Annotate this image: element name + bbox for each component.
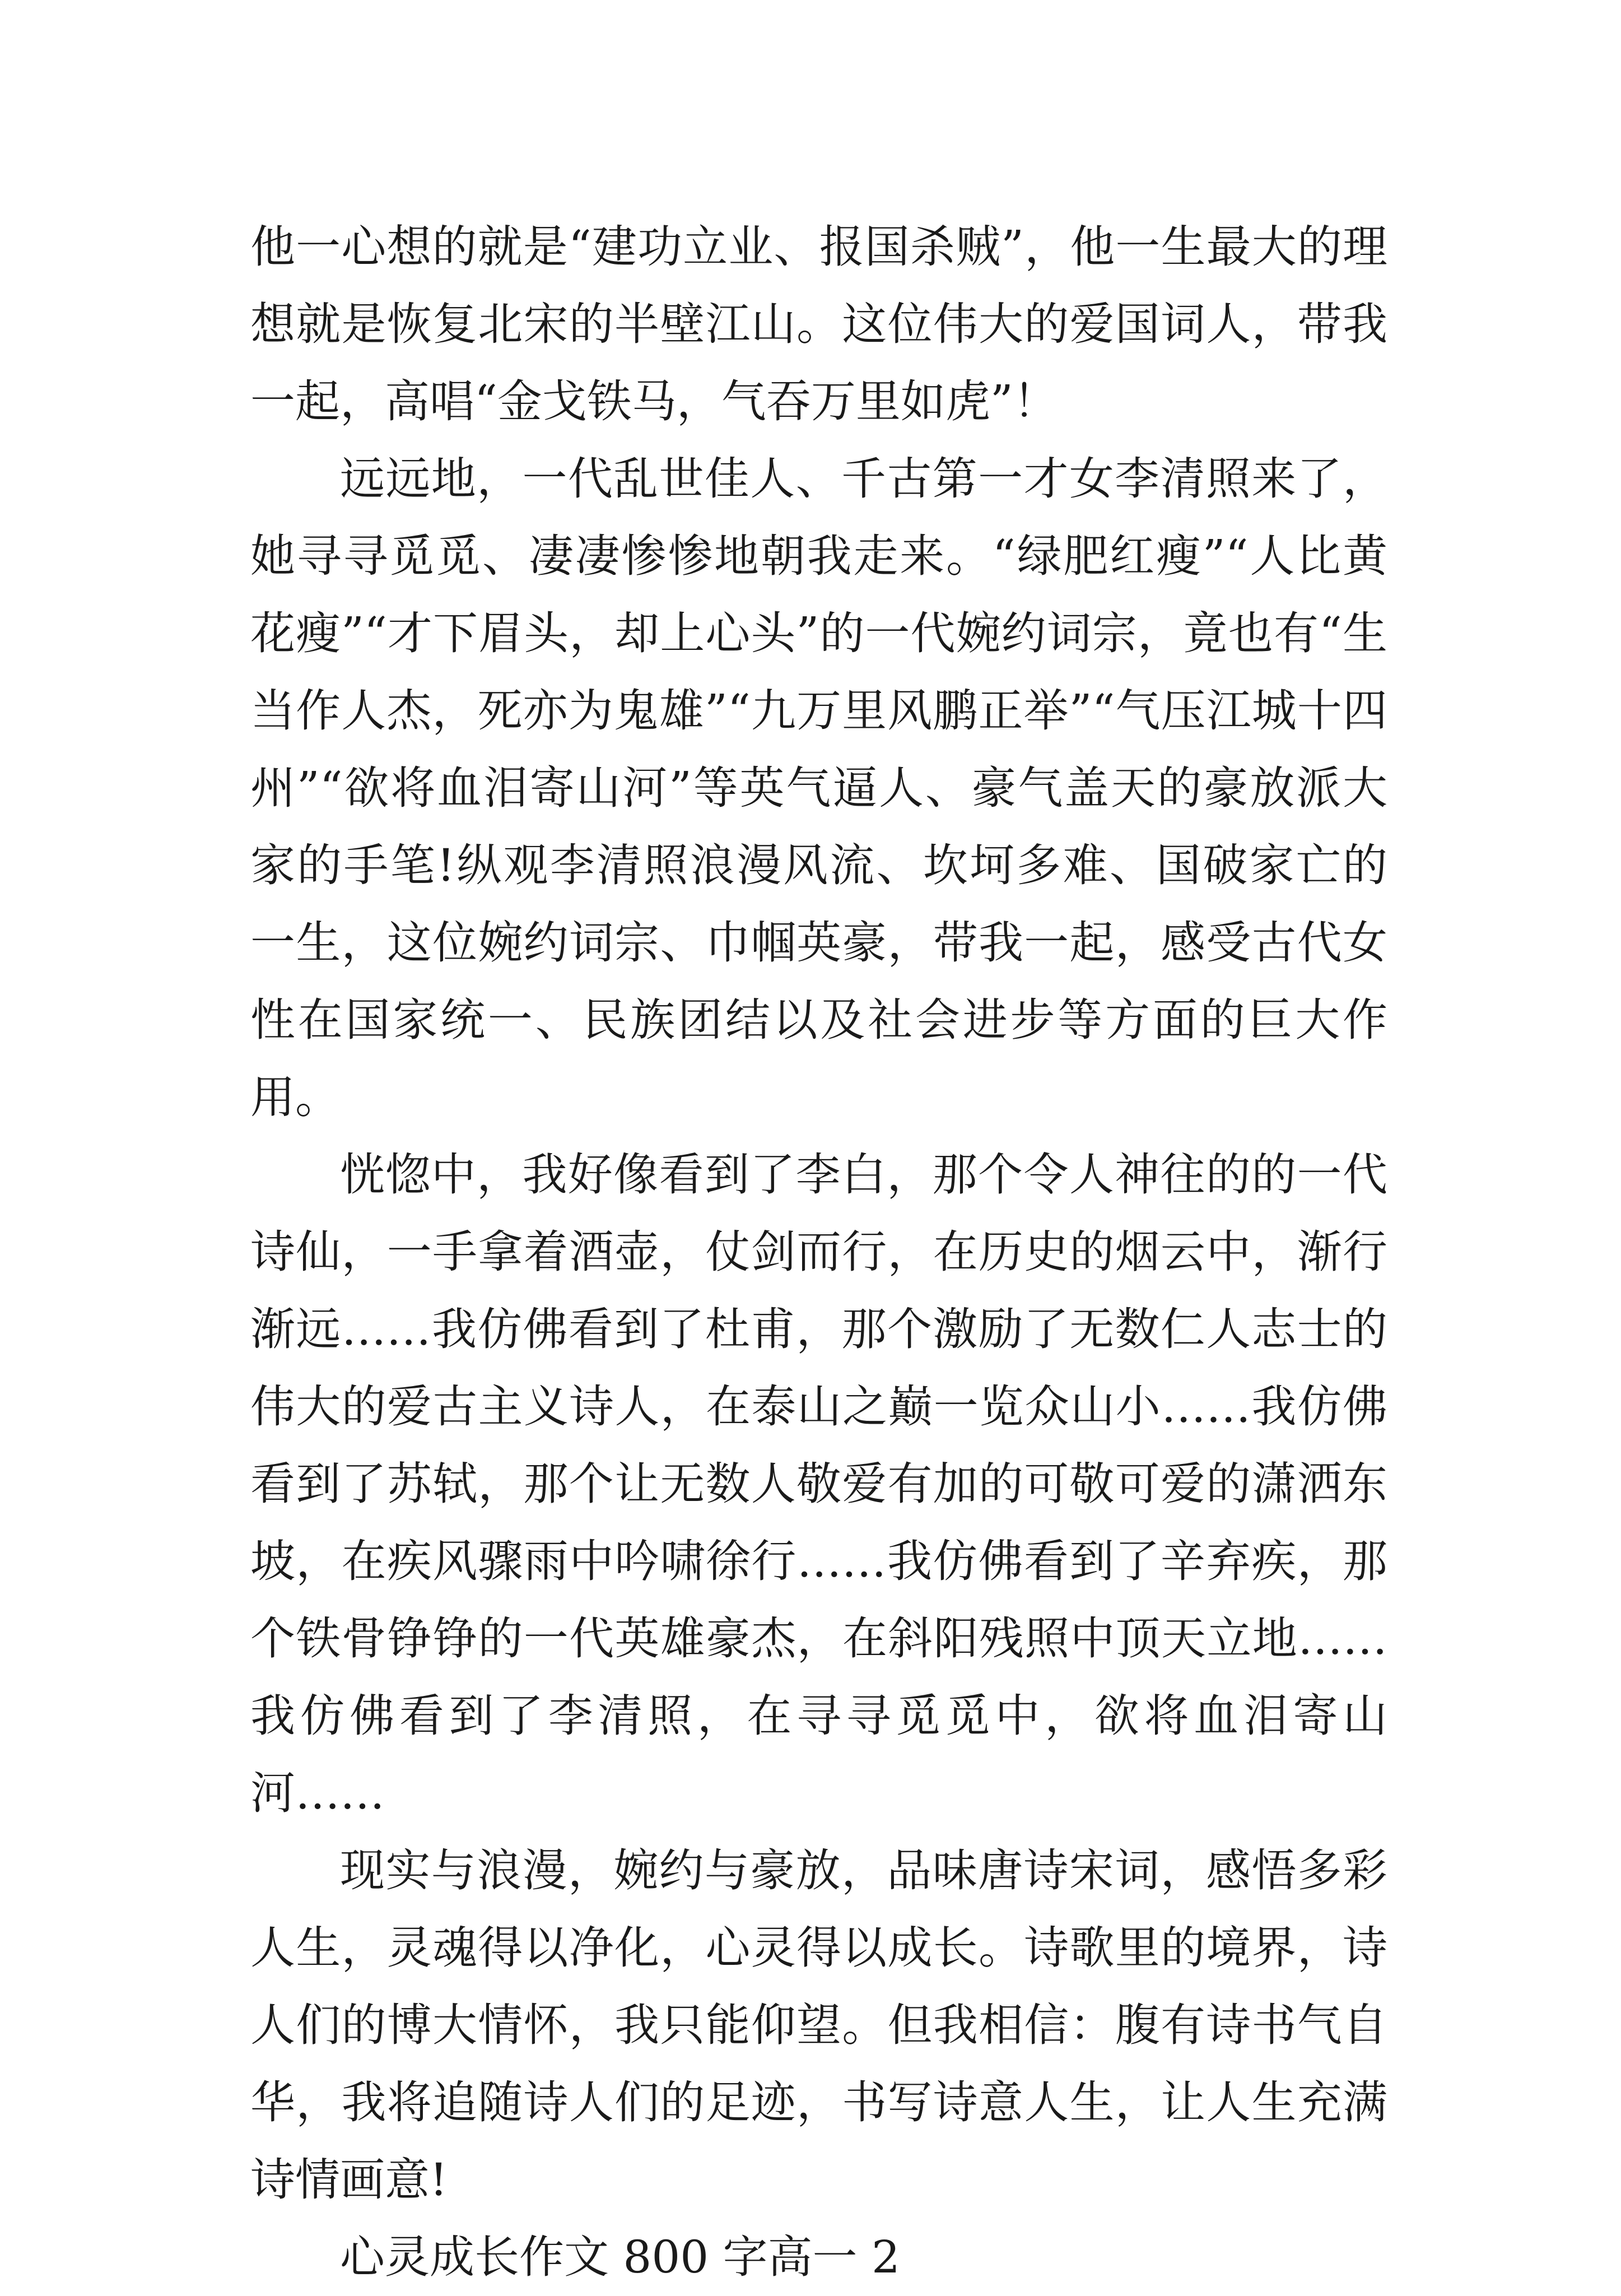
paragraph-2: 远远地，一代乱世佳人、千古第一才女李清照来了，她寻寻觅觅、凄凄惨惨地朝我走来。“绿肥红瘦”“人比黄花瘦”“才下眉头，却上心头”的一代婉约词宗，竟也有“生当作人杰，死亦为鬼雄”“九万里风鹏正举”“气压江城十四州”“欲将血泪寄山河”等英气逼人、豪气盖天的豪放派大家的手笔!纵观李清照浪漫风流、坎坷多难、国破家亡的一生，这位婉约词宗、巾帼英豪，带我一起，感受古代女性在国家统一、民族团结以及社会进步等方面的巨大作用。 — [250, 453, 1387, 1123]
section-heading: 心灵成长作文 800 字高一 2 — [340, 2231, 900, 2283]
paragraph-1: 他一心想的就是“建功立业、报国杀贼”，他一生最大的理想就是恢复北宋的半壁江山。这位伟大的爱国词人，带我一起，高唱“金戈铁马，气吞万里如虎”！ — [250, 221, 1387, 427]
paragraph-4: 现实与浪漫，婉约与豪放，品味唐诗宋词，感悟多彩人生，灵魂得以净化，心灵得以成长。诗歌里的境界，诗人们的博大情怀，我只能仰望。但我相信：腹有诗书气自华，我将追随诗人们的足迹，书写诗意人生，让人生充满诗情画意! — [250, 1844, 1387, 2206]
document-body — [250, 208, 1387, 2296]
paragraph-3: 恍惚中，我好像看到了李白，那个令人神往的的一代诗仙，一手拿着酒壶，仗剑而行，在历史的烟云中，渐行渐远……我仿佛看到了杜甫，那个激励了无数仁人志士的伟大的爱古主义诗人，在泰山之巅一览众山小……我仿佛看到了苏轼，那个让无数人敬爱有加的可敬可爱的潇洒东坡，在疾风骤雨中吟啸徐行……我仿佛看到了辛弃疾，那个铁骨铮铮的一代英雄豪杰，在斜阳残照中顶天立地……我仿佛看到了李清照，在寻寻觅觅中，欲将血泪寄山河…… — [250, 1149, 1387, 1819]
